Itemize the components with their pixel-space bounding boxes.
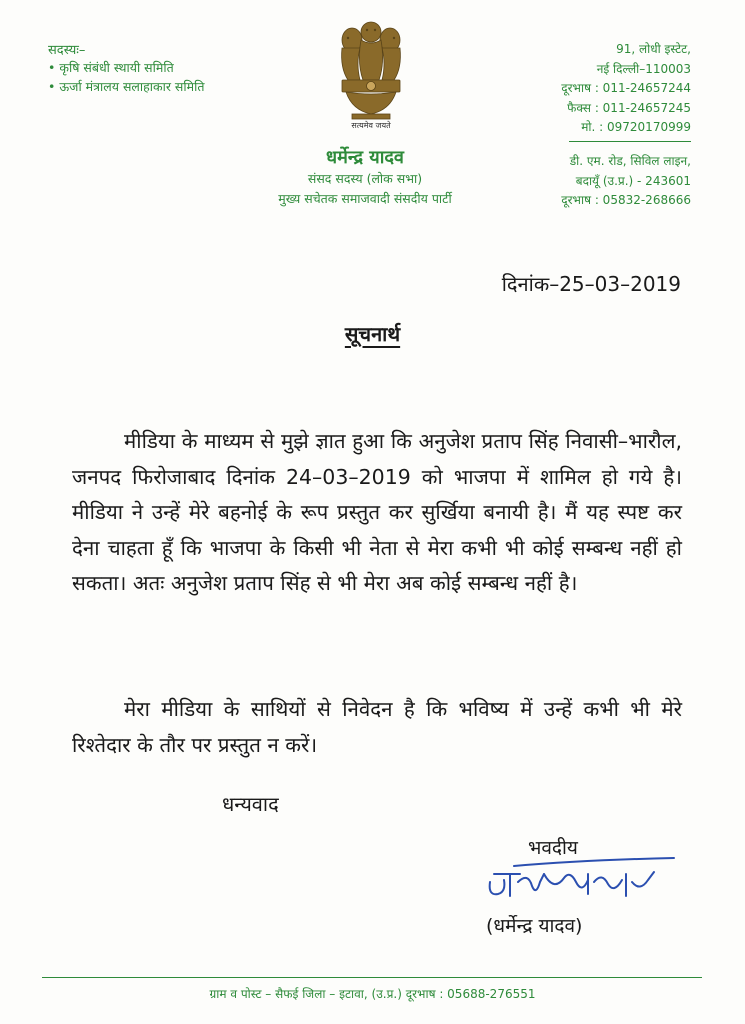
address-divider xyxy=(569,141,691,142)
body-paragraph-2: मेरा मीडिया के साथियों से निवेदन है कि भविष्य में उन्हें कभी भी मेरे रिश्तेदार के तौर पर प्रस्तुत न करें। xyxy=(72,697,682,757)
footer-divider xyxy=(42,977,702,978)
national-emblem-icon xyxy=(330,18,412,136)
letter-date: दिनांक–25–03–2019 xyxy=(501,272,681,296)
address-line: बदायूँ (उ.प्र.) - 243601 xyxy=(575,173,691,188)
address-line: डी. एम. रोड, सिविल लाइन, xyxy=(569,154,691,168)
delhi-address-block xyxy=(561,40,691,138)
body-paragraph-1: मीडिया के माध्यम से मुझे ज्ञात हुआ कि अनुजेश प्रताप सिंह निवासी–भारौल, जनपद फिरोजाबाद दिनांक 24–03–2019 को भाजपा में शामिल हो गये है। मीडिया ने उन्हें मेरे बहनोई के रूप प्रस्तुत कर सुर्खिया बनायी है। मैं यह स्पष्ट कर देना चाहता हूँ कि भाजपा के किसी भी नेता से मेरा कभी भी कोई सम्बन्ध नहीं हो सकता। अतः अनुजेश प्रताप सिंह से भी मेरा अब कोई सम्बन्ध नहीं है। xyxy=(72,429,682,595)
handwritten-signature xyxy=(484,852,684,906)
emblem-motto: सत्यमेव जयते xyxy=(351,121,391,130)
fax-line: फैक्स : 011-24657245 xyxy=(567,100,691,115)
signatory-name: (धर्मेन्द्र यादव) xyxy=(486,915,583,937)
letter-subject xyxy=(0,320,745,347)
members-heading: सदस्यः– xyxy=(48,43,86,58)
footer-address: ग्राम व पोस्ट – सैफई जिला – इटावा, (उ.प्र.) दूरभाष : 05688-276551 xyxy=(209,987,536,1001)
mobile-line: मो. : 09720170999 xyxy=(581,120,691,134)
committee-item: • कृषि संबंधी स्थायी समिति xyxy=(48,58,204,77)
address-line: नई दिल्ली–110003 xyxy=(596,61,691,76)
closing-regards: भवदीय xyxy=(528,837,578,859)
committee-item: • ऊर्जा मंत्रालय सलाहाकार समिति xyxy=(48,77,204,96)
sender-role: संसद सदस्य (लोक सभा) xyxy=(307,171,423,186)
closing-thanks: धन्यवाद xyxy=(222,792,279,816)
subject-text: सूचनार्थ xyxy=(344,322,401,346)
phone-line: दूरभाष : 05832-268666 xyxy=(561,193,691,207)
committee-list xyxy=(48,58,204,96)
badaun-address-block xyxy=(561,152,691,211)
phone-line: दूरभाष : 011-24657244 xyxy=(561,81,691,95)
sender-party-role: मुख्य सचेतक समाजवादी संसदीय पार्टी xyxy=(278,191,452,206)
sender-name: धर्मेन्द्र यादव xyxy=(326,147,404,168)
address-line: 91, लोधी इस्टेट, xyxy=(616,42,691,56)
